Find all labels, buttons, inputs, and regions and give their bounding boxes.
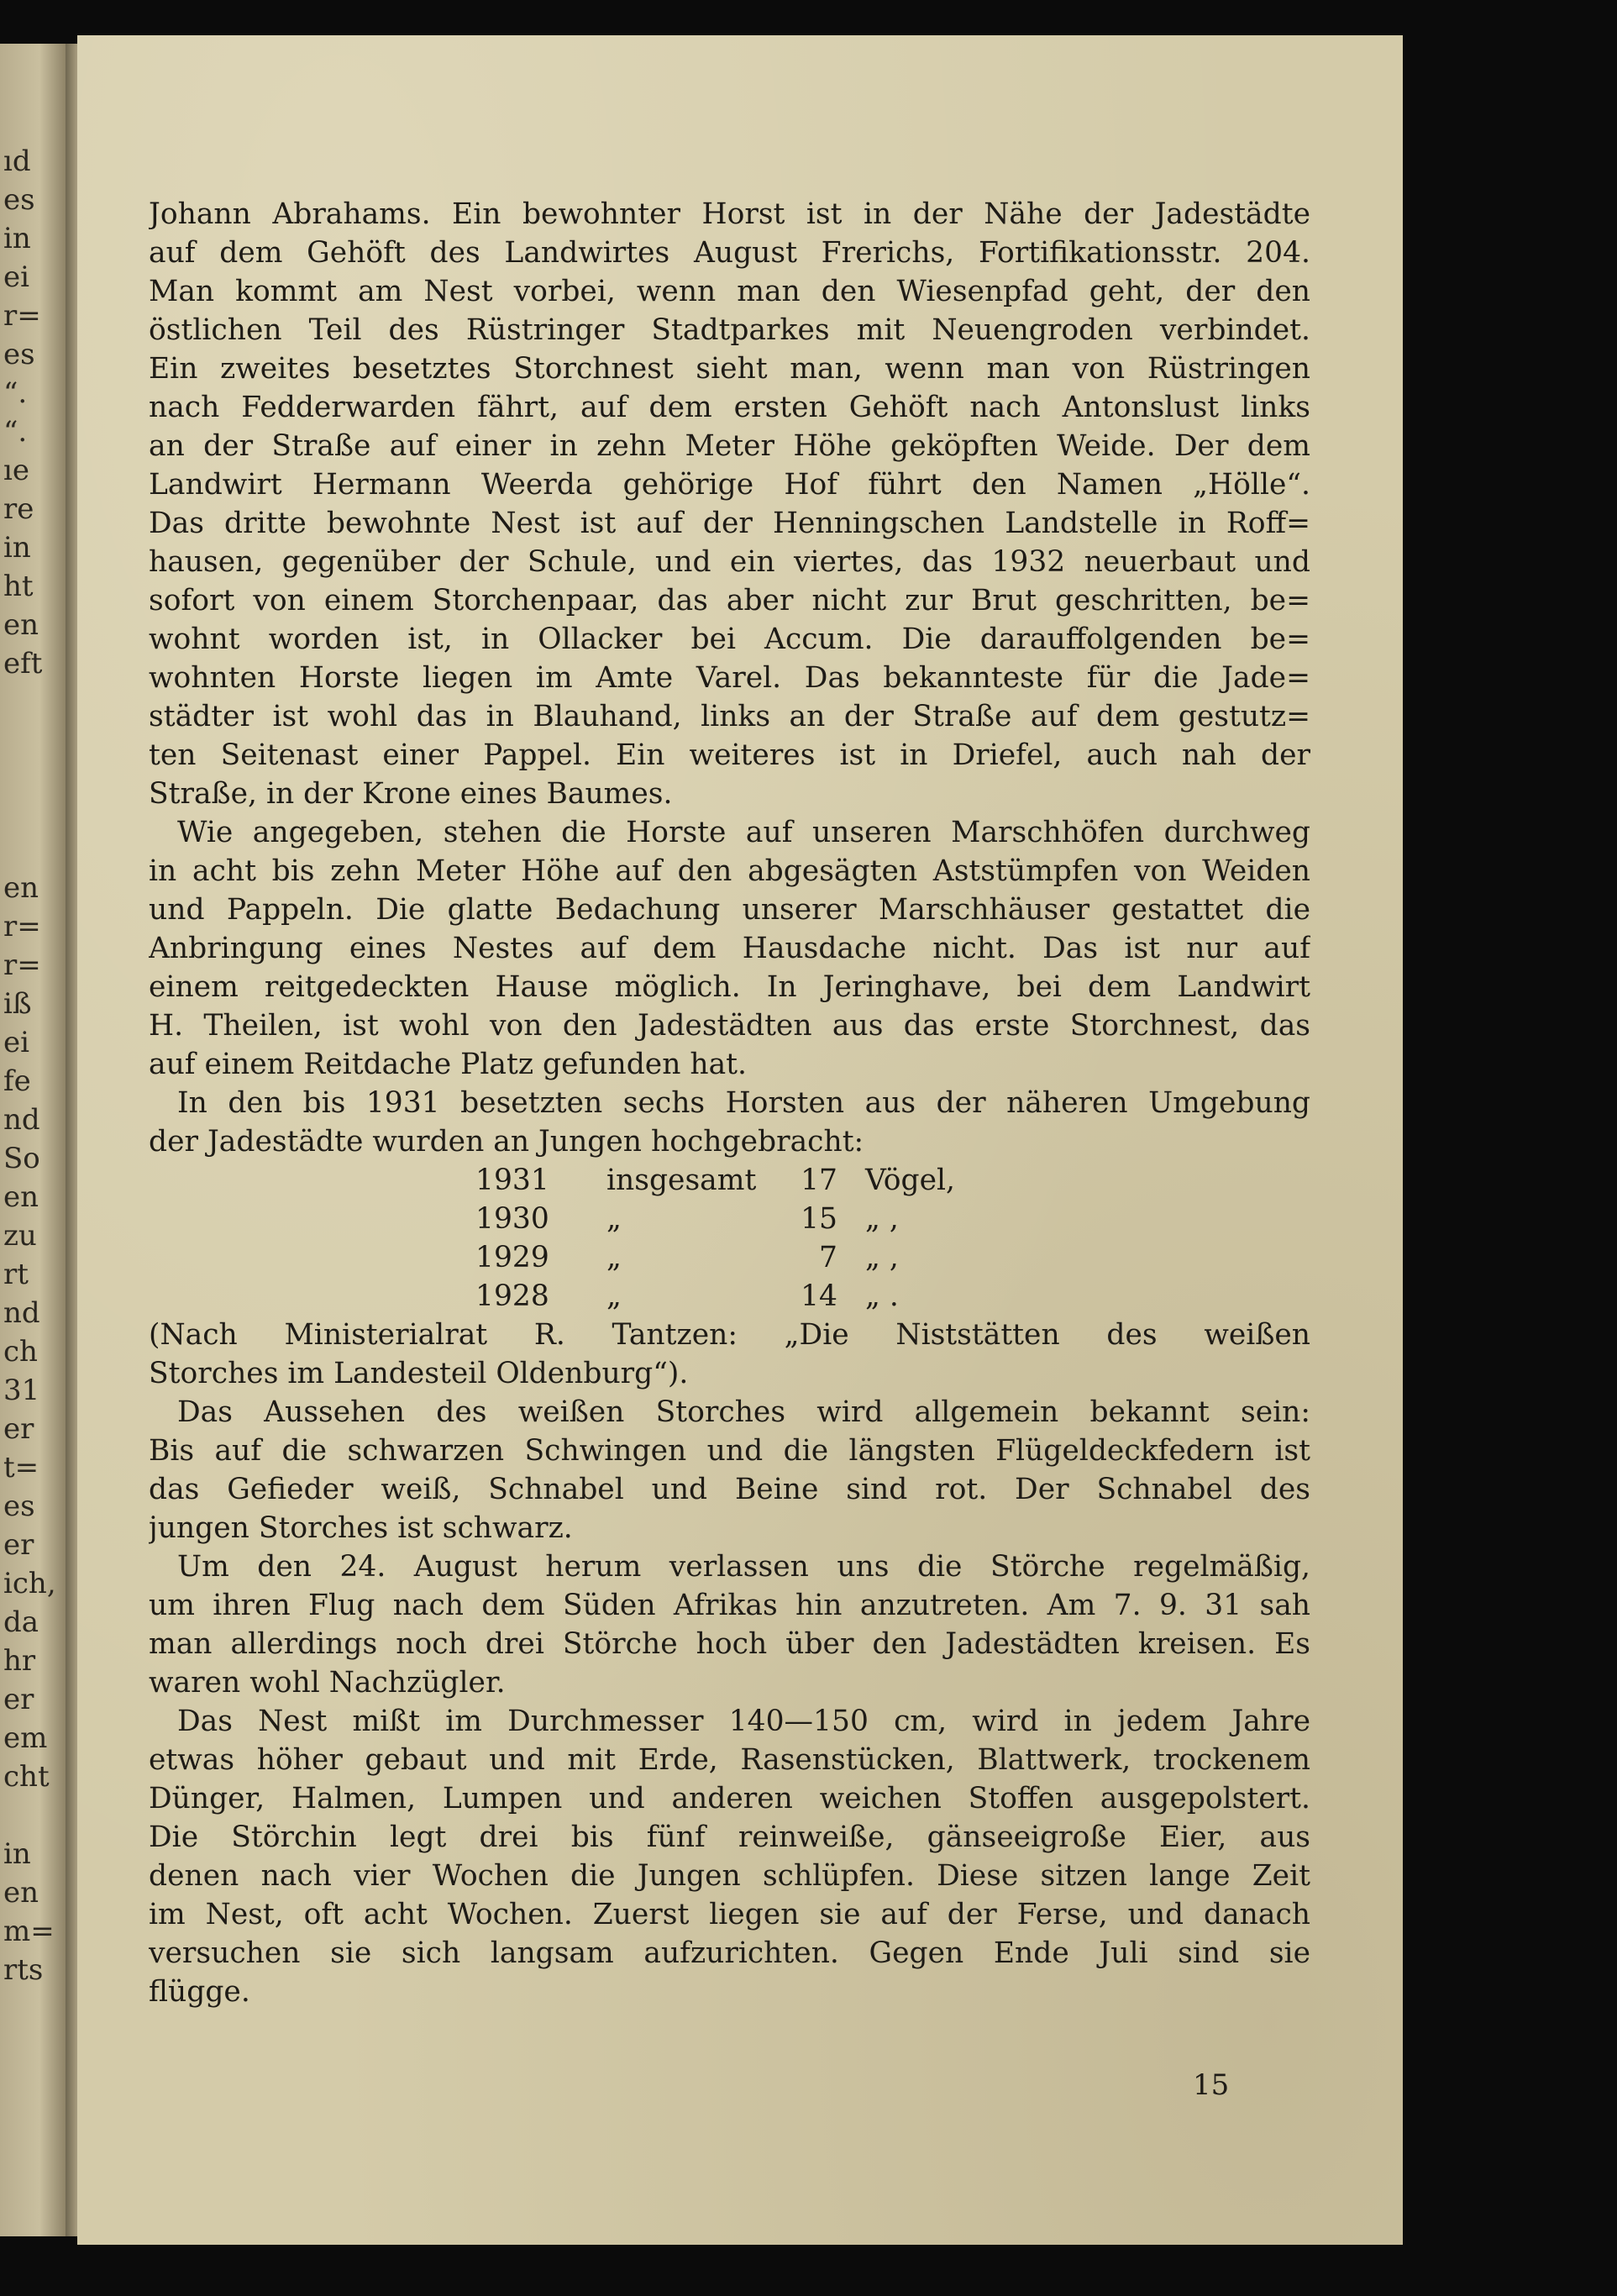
text-line: hausen, gegenüber der Schule, und ein viertes, das 1932 neuerbaut und [149,545,1310,579]
text-line: Bis auf die schwarzen Schwingen und die längsten Flügeldeckfedern ist [149,1434,1310,1468]
previous-page-text-fragment: rt [3,1258,29,1291]
previous-page-text-fragment: r= [3,299,41,333]
text-line: Man kommt am Nest vorbei, wenn man den Wiesenpfad geht, der den [149,275,1310,308]
text-line: man allerdings noch drei Störche hoch über den Jadestädten kreisen. Es [149,1627,1310,1661]
stats-word: „ [606,1241,622,1274]
previous-page-edge [0,44,66,2236]
stats-unit: Vögel, [865,1164,956,1197]
previous-page-text-fragment: rts [3,1953,44,1987]
previous-page-text-fragment: es [3,1490,35,1523]
stats-unit: „ , [865,1241,899,1274]
previous-page-text-fragment: t= [3,1451,39,1484]
stats-row [149,1200,1310,1238]
text-line: Um den 24. August herum verlassen uns die Störche regelmäßig, [177,1550,1310,1584]
previous-page-text-fragment: fe [3,1064,31,1098]
previous-page-text-fragment: ei [3,1026,29,1059]
text-line: das Gefieder weiß, Schnabel und Beine sind rot. Der Schnabel des [149,1473,1310,1506]
previous-page-text-fragment: en [3,871,39,905]
text-line: etwas höher gebaut und mit Erde, Rasenstücken, Blattwerk, trockenem [149,1743,1310,1777]
previous-page-text-fragment: es [3,338,35,371]
text-line: um ihren Flug nach dem Süden Afrikas hin anzutreten. Am 7. 9. 31 sah [149,1589,1310,1622]
stats-row [149,1277,1310,1316]
previous-page-text-fragment: iß [3,987,32,1021]
stats-word: insgesamt [606,1164,757,1197]
text-line: einem reitgedeckten Hause möglich. In Jeringhave, bei dem Landwirt [149,970,1310,1004]
previous-page-text-fragment: er [3,1683,34,1716]
previous-page-text-fragment: ch [3,1335,38,1369]
previous-page-text-fragment: in [3,222,31,255]
previous-page-text-fragment: ei [3,260,29,294]
text-line: Ein zweites besetztes Storchnest sieht man, wenn man von Rüstringen [149,352,1310,386]
text-line: Straße, in der Krone eines Baumes. [149,777,673,811]
text-line: wohnt worden ist, in Ollacker bei Accum. Die darauffolgenden be= [149,623,1310,656]
text-line: Das Nest mißt im Durchmesser 140—150 cm, wird in jedem Jahre [177,1705,1310,1738]
stats-year: 1931 [475,1164,549,1197]
book-gutter [66,44,77,2236]
text-line: im Nest, oft acht Wochen. Zuerst liegen sie auf der Ferse, und danach [149,1898,1310,1931]
text-line: Anbringung eines Nestes auf dem Hausdache nicht. Das ist nur auf [149,932,1310,965]
text-line: jungen Storches ist schwarz. [149,1511,573,1545]
stats-year: 1929 [475,1241,549,1274]
previous-page-text-fragment: ht [3,570,34,603]
previous-page-text-fragment: m= [3,1915,55,1948]
text-line: in acht bis zehn Meter Höhe auf den abgesägten Aststümpfen von Weiden [149,854,1310,888]
previous-page-text-fragment: ich, [3,1567,56,1600]
text-line: Johann Abrahams. Ein bewohnter Horst ist in der Nähe der Jadestädte [149,197,1310,231]
previous-page-text-fragment: zu [3,1219,37,1253]
previous-page-text-fragment: in [3,531,31,565]
text-line: und Pappeln. Die glatte Bedachung unserer Marschhäuser gestattet die [149,893,1310,927]
text-line: Dünger, Halmen, Lumpen und anderen weichen Stoffen ausgepolstert. [149,1782,1310,1815]
stats-year: 1928 [475,1279,549,1313]
stats-row [149,1161,1310,1200]
previous-page-text-fragment: nd [3,1103,40,1137]
previous-page-text-fragment: em [3,1721,48,1755]
previous-page-text-fragment: hr [3,1644,36,1678]
previous-page-text-fragment: cht [3,1760,50,1794]
previous-page-text-fragment: So [3,1142,40,1175]
previous-page-text-fragment: da [3,1605,39,1639]
stats-count: 15 [801,1202,837,1236]
stats-year: 1930 [475,1202,549,1236]
text-line: wohnten Horste liegen im Amte Varel. Das bekannteste für die Jade= [149,661,1310,695]
body-text [149,195,1310,2011]
previous-page-text-fragment: 31 [3,1374,40,1407]
previous-page-text-fragment: er [3,1528,34,1562]
text-line: Landwirt Hermann Weerda gehörige Hof führt den Namen „Hölle“. [149,468,1310,502]
previous-page-text-fragment: re [3,492,34,526]
stats-row [149,1238,1310,1277]
text-line: H. Theilen, ist wohl von den Jadestädten aus das erste Storchnest, das [149,1009,1310,1043]
previous-page-text-fragment: in [3,1837,31,1871]
stats-word: „ [606,1279,622,1313]
previous-page-text-fragment: ıd [3,144,31,178]
text-line: städter ist wohl das in Blauhand, links an der Straße auf dem gestutz= [149,700,1310,733]
text-line: (Nach Ministerialrat R. Tantzen: „Die Niststätten des weißen [149,1318,1310,1352]
previous-page-text-fragment: en [3,608,39,642]
previous-page-text-fragment: eft [3,647,43,680]
text-line: Wie angegeben, stehen die Horste auf unseren Marschhöfen durchweg [177,816,1310,849]
text-line: flügge. [149,1975,250,2009]
text-line: waren wohl Nachzügler. [149,1666,506,1700]
text-line: Storches im Landesteil Oldenburg“). [149,1357,689,1390]
previous-page-text-fragment: nd [3,1296,40,1330]
text-line: sofort von einem Storchenpaar, das aber nicht zur Brut geschritten, be= [149,584,1310,617]
previous-page-text-fragment: es [3,183,35,217]
text-line: nach Fedderwarden fährt, auf dem ersten Gehöft nach Antonslust links [149,391,1310,424]
text-line: denen nach vier Wochen die Jungen schlüpfen. Diese sitzen lange Zeit [149,1859,1310,1893]
previous-page-text-fragment: r= [3,948,41,982]
text-line: Das dritte bewohnte Nest ist auf der Henningschen Landstelle in Roff= [149,507,1310,540]
previous-page-text-fragment: ıe [3,454,29,487]
text-line: Das Aussehen des weißen Storches wird allgemein bekannt sein: [177,1395,1310,1429]
stats-word: „ [606,1202,622,1236]
page-number: 15 [1193,2068,1230,2102]
previous-page-text-fragment: er [3,1412,34,1446]
stats-unit: „ . [865,1279,899,1313]
stats-count: 7 [819,1241,837,1274]
text-line: auf einem Reitdache Platz gefunden hat. [149,1048,748,1081]
text-line: ten Seitenast einer Pappel. Ein weiteres ist in Driefel, auch nah der [149,738,1310,772]
book-page [77,35,1403,2245]
text-line: der Jadestädte wurden an Jungen hochgebracht: [149,1125,864,1159]
previous-page-text-fragment: r= [3,910,41,943]
stats-count: 14 [801,1279,837,1313]
previous-page-text-fragment: “. [3,415,28,449]
text-line: versuchen sie sich langsam aufzurichten. Gegen Ende Juli sind sie [149,1936,1310,1970]
text-line: an der Straße auf einer in zehn Meter Höhe geköpften Weide. Der dem [149,429,1310,463]
previous-page-text-fragment: en [3,1876,39,1910]
text-line: auf dem Gehöft des Landwirtes August Frerichs, Fortifikationsstr. 204. [149,236,1310,270]
text-line: östlichen Teil des Rüstringer Stadtparkes mit Neuengroden verbindet. [149,313,1310,347]
previous-page-text-fragment: en [3,1180,39,1214]
stats-unit: „ , [865,1202,899,1236]
text-line: In den bis 1931 besetzten sechs Horsten aus der näheren Umgebung [177,1086,1310,1120]
stats-count: 17 [801,1164,837,1197]
previous-page-text-fragment: “. [3,376,28,410]
text-line: Die Störchin legt drei bis fünf reinweiße, gänseeigroße Eier, aus [149,1821,1310,1854]
